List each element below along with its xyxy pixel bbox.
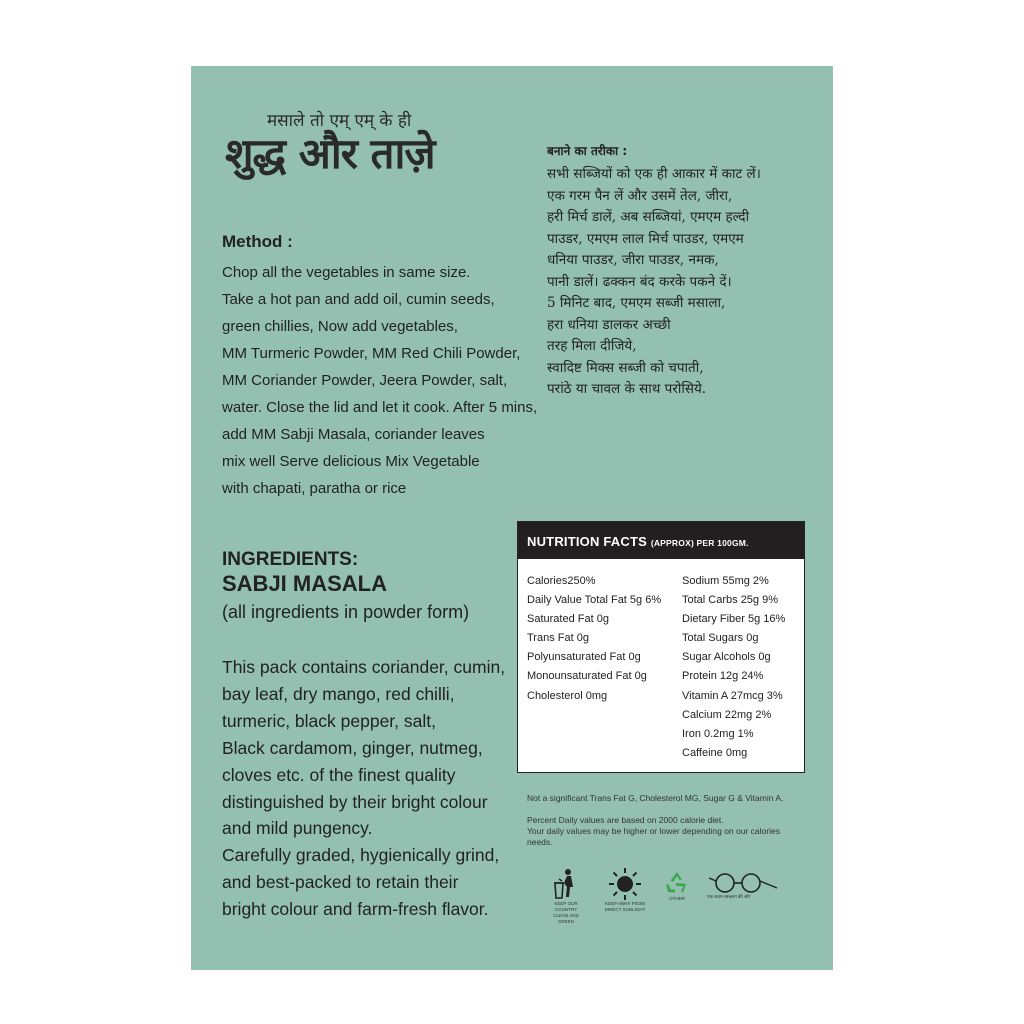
- nutrition-row: Saturated Fat 0g: [527, 613, 609, 626]
- nutrition-right-column: [682, 572, 785, 763]
- nutrition-row: Sodium 55mg 2%: [682, 575, 769, 587]
- method-hindi-line: स्वादिष्ट मिक्स सब्जी को चपाती,: [547, 359, 704, 376]
- ingredients-line: Black cardamom, ginger, nutmeg,: [222, 737, 483, 758]
- nutrition-row: Caffeine 0mg: [682, 746, 748, 759]
- nutrition-left-column: [527, 572, 661, 706]
- ingredients-note: (all ingredients in powder form): [222, 602, 470, 622]
- ingredients-text: [222, 654, 505, 923]
- nutrition-facts-header: [518, 522, 804, 559]
- method-line: mix well Serve delicious Mix Vegetable: [222, 453, 480, 470]
- product-name: SABJI MASALA: [222, 571, 388, 596]
- nutrition-facts-title: NUTRITION FACTS: [527, 534, 647, 549]
- brand-headline: शुद्ध और ताज़े: [225, 129, 435, 178]
- method-line: water. Close the lid and let it cook. After 5 mins,: [222, 399, 538, 416]
- method-line: add MM Sabji Masala, coriander leaves: [222, 426, 485, 443]
- method-line: MM Coriander Powder, Jeera Powder, salt,: [222, 372, 508, 389]
- method-hindi-line: धनिया पाउडर, जीरा पाउडर, नमक,: [547, 252, 719, 268]
- method-hindi-line: पाउडर, एमएम लाल मिर्च पाउडर, एमएम: [547, 230, 744, 247]
- nutrition-row: Dietary Fiber 5g 16%: [682, 613, 786, 626]
- ingredients-line: Carefully graded, hygienically grind,: [222, 845, 500, 866]
- method-hindi-text: [547, 164, 761, 401]
- nutrition-row: Calories250%: [527, 575, 596, 587]
- method-line: Chop all the vegetables in same size.: [222, 264, 471, 281]
- ingredients-line: turmeric, black pepper, salt,: [222, 710, 436, 731]
- method-hindi-line: पानी डालें। ढक्कन बंद करके पकने दें।: [547, 273, 732, 290]
- keep-clean-badge: [547, 867, 585, 925]
- ingredients-line: distinguished by their bright colour: [222, 791, 488, 812]
- method-line: with chapati, paratha or rice: [222, 480, 407, 497]
- swachh-bharat-badge: [707, 872, 781, 900]
- footnote-not-significant: [527, 793, 783, 804]
- nutrition-row: Daily Value Total Fat 5g 6%: [527, 594, 662, 607]
- method-hindi-title: बनाने का तरीका :: [547, 144, 628, 158]
- ingredients-line: and mild pungency.: [222, 818, 373, 839]
- sunlight-caption: KEEP AWAY FROM DIRECT SUNLIGHT: [604, 901, 646, 912]
- nutrition-row: Monounsaturated Fat 0g: [527, 670, 647, 683]
- nutrition-row: Trans Fat 0g: [527, 632, 589, 645]
- method-hindi-line: तरह मिला दीजिये,: [547, 338, 637, 354]
- sun-icon: [608, 867, 642, 901]
- method-text: [222, 259, 537, 502]
- nutrition-row: Sugar Alcohols 0g: [682, 651, 771, 664]
- swachh-bharat-caption: एक कदम स्वच्छता की ओर: [707, 894, 751, 899]
- ingredients-line: This pack contains coriander, cumin,: [222, 657, 506, 677]
- swachh-bharat-icon: [707, 872, 781, 894]
- keep-clean-icon: [551, 867, 581, 901]
- method-hindi-line: परांठे या चावल के साथ परोसिये.: [547, 381, 707, 397]
- nutrition-row: Polyunsaturated Fat 0g: [527, 651, 641, 664]
- method-hindi-line: हरी मिर्च डालें, अब सब्जियां, एमएम हल्दी: [547, 209, 750, 225]
- footnote-line: Not a significant Trans Fat G, Cholesterol MG, Sugar G & Vitamin A.: [527, 793, 784, 803]
- ingredients-heading: INGREDIENTS:: [222, 549, 359, 570]
- footnote-line: needs.: [527, 837, 553, 847]
- recycle-icon: [664, 870, 690, 896]
- recycle-caption: OTHER: [669, 896, 685, 901]
- nutrition-row: Vitamin A 27mcg 3%: [682, 689, 783, 702]
- method-hindi-line: हरा धनिया डालकर अच्छी: [547, 316, 671, 333]
- package-back-panel: [191, 66, 833, 970]
- ingredients-line: cloves etc. of the finest quality: [222, 764, 456, 785]
- sunlight-badge: [602, 867, 648, 913]
- recycle-badge: [663, 870, 691, 902]
- method-hindi-line: सभी सब्जियों को एक ही आकार में काट लें।: [547, 166, 761, 182]
- method-line: Take a hot pan and add oil, cumin seeds,: [222, 291, 495, 308]
- keep-clean-caption: KEEP OUR COUNTRY CLEAN AND GREEN: [553, 901, 579, 924]
- nutrition-facts-subtitle: (APPROX) PER 100GM.: [650, 538, 749, 548]
- brand-tagline: मसाले तो एम् एम् के ही: [267, 111, 412, 131]
- nutrition-row: Total Carbs 25g 9%: [682, 594, 778, 607]
- nutrition-row: Cholesterol 0mg: [527, 689, 608, 702]
- method-title: Method :: [222, 232, 293, 251]
- footnote-line: Percent Daily values are based on 2000 calorie diet.: [527, 815, 724, 825]
- nutrition-row: Calcium 22mg 2%: [682, 708, 772, 721]
- method-hindi-line: 5 मिनिट बाद, एमएम सब्जी मसाला,: [547, 295, 726, 311]
- method-line: green chillies, Now add vegetables,: [222, 318, 458, 335]
- nutrition-facts-table: [517, 521, 805, 773]
- ingredients-line: and best-packed to retain their: [222, 872, 459, 893]
- ingredients-line: bright colour and farm-fresh flavor.: [222, 899, 489, 920]
- method-hindi-line: एक गरम पैन लें और उसमें तेल, जीरा,: [547, 187, 733, 204]
- nutrition-row: Iron 0.2mg 1%: [682, 727, 754, 740]
- footnote-daily-values: [527, 815, 780, 848]
- nutrition-row: Total Sugars 0g: [682, 632, 759, 645]
- ingredients-line: bay leaf, dry mango, red chilli,: [222, 683, 455, 704]
- nutrition-row: Protein 12g 24%: [682, 670, 764, 683]
- method-line: MM Turmeric Powder, MM Red Chili Powder,: [222, 345, 521, 362]
- footnote-line: Your daily values may be higher or lower depending on our calories: [527, 826, 780, 836]
